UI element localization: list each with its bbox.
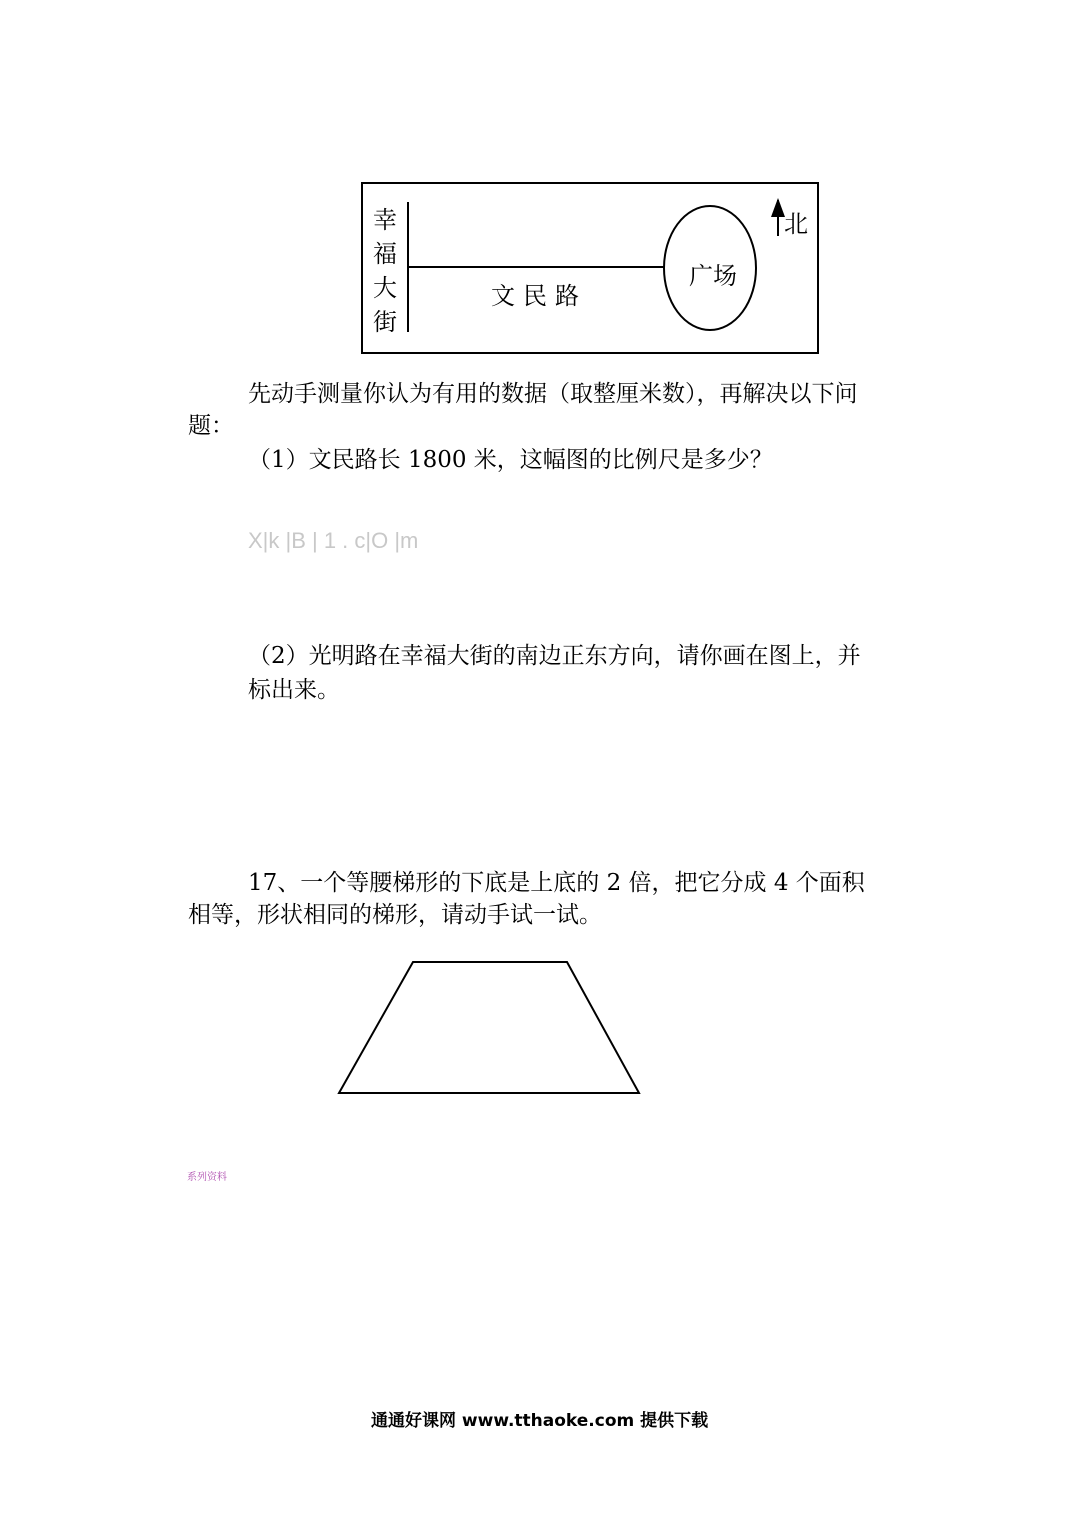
series-link[interactable]: 系列资料 bbox=[187, 1172, 227, 1183]
footer-text: 通通好课网 www.tthaoke.com 提供下载 bbox=[371, 1411, 709, 1431]
question-17-line-2: 相等，形状相同的梯形，请动手试一试。 bbox=[188, 902, 602, 928]
intro-line-1: 先动手测量你认为有用的数据（取整厘米数），再解决以下问 bbox=[248, 381, 858, 407]
map-drawing bbox=[363, 184, 817, 352]
trapezoid-figure bbox=[330, 955, 650, 1100]
street-label-char: 大 bbox=[373, 274, 397, 302]
trapezoid-shape bbox=[339, 962, 639, 1093]
north-arrow-icon bbox=[771, 198, 785, 217]
question-17-line-1: 17、一个等腰梯形的下底是上底的 2 倍，把它分成 4 个面积 bbox=[248, 870, 865, 896]
street-label-char: 福 bbox=[373, 240, 397, 268]
plaza-label: 广场 bbox=[689, 262, 737, 290]
street-label-char: 街 bbox=[373, 308, 397, 336]
question-2-line-2: 标出来。 bbox=[248, 677, 340, 703]
question-2-line-1: （2）光明路在幸福大街的南边正东方向，请你画在图上，并 bbox=[248, 643, 861, 669]
question-1: （1）文民路长 1800 米，这幅图的比例尺是多少？ bbox=[248, 447, 773, 473]
intro-line-2: 题： bbox=[188, 413, 234, 439]
road-label: 文民路 bbox=[491, 282, 587, 310]
map-figure bbox=[361, 182, 819, 354]
street-label-char: 幸 bbox=[373, 206, 397, 234]
watermark: X|k |B | 1 . c|O |m bbox=[248, 528, 419, 553]
north-label: 北 bbox=[784, 210, 808, 238]
